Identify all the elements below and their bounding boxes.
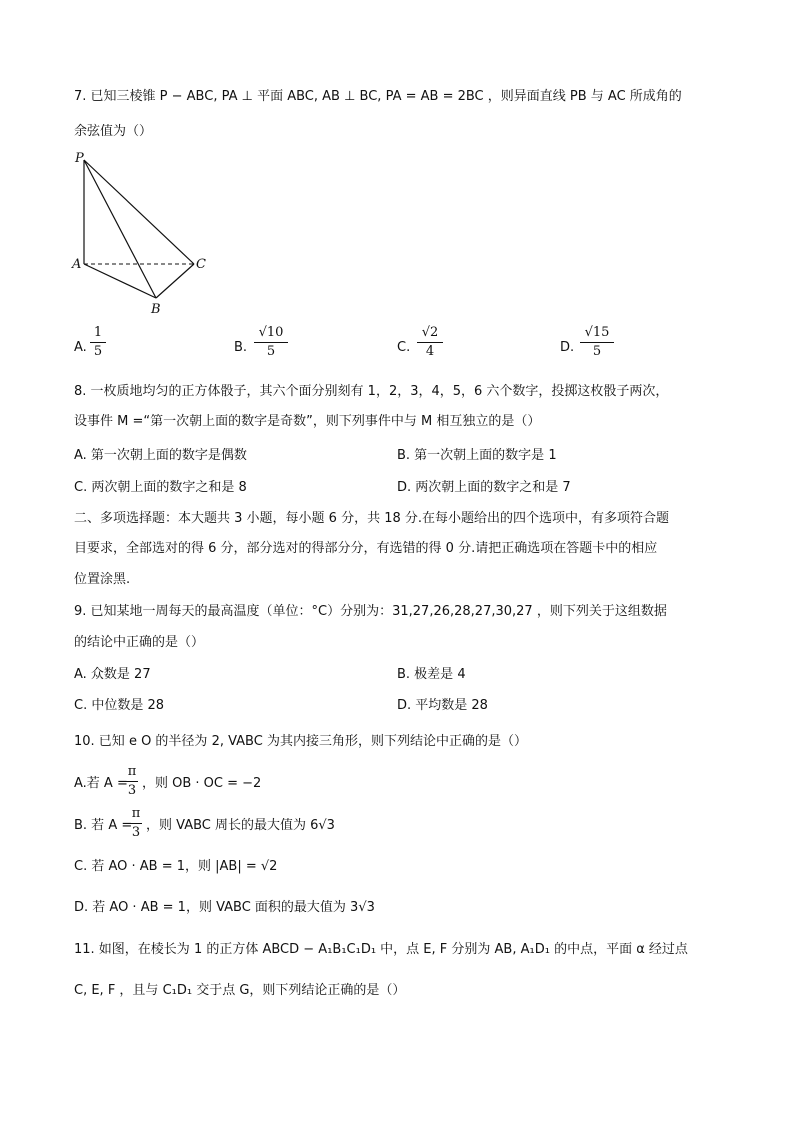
q7-stem-line2: 余弦值为（） (74, 124, 153, 139)
vertex-label-c: C (196, 257, 206, 272)
fraction-numerator: π (127, 764, 137, 779)
q8-option-d[interactable]: D. 两次朝上面的数字之和是 7 (397, 480, 571, 495)
fraction-bar (130, 823, 142, 824)
fraction-denominator: 3 (127, 783, 137, 798)
q7-option-b-letter[interactable]: B. (234, 340, 248, 355)
fraction-numerator: π (131, 806, 141, 821)
q10-option-c[interactable]: C. 若 AO · AB = 1，则 |AB| = √2 (74, 859, 278, 874)
fraction-bar (580, 342, 614, 343)
fraction-numerator: 1 (93, 325, 103, 340)
q8-stem-line1: 8. 一枚质地均匀的正方体骰子，其六个面分别刻有 1，2，3，4，5，6 六个数字，投掷这枚骰子两次， (74, 384, 669, 399)
q8-option-c[interactable]: C. 两次朝上面的数字之和是 8 (74, 480, 247, 495)
q10-option-a-prefix[interactable]: A.若 A = (74, 776, 128, 791)
q8-option-a[interactable]: A. 第一次朝上面的数字是偶数 (74, 448, 247, 463)
section2-instructions-line1: 二、多项选择题：本大题共 3 小题，每小题 6 分，共 18 分.在每小题给出的四个选项中，有多项符合题 (74, 511, 670, 526)
pyramid-figure (68, 148, 218, 318)
fraction-bar (126, 781, 138, 782)
q7-option-c-fraction (417, 325, 443, 360)
fraction-bar (90, 342, 106, 343)
q10-option-b-prefix[interactable]: B. 若 A = (74, 818, 133, 833)
q10-option-b-fraction (130, 806, 142, 841)
q7-option-b-fraction (254, 325, 288, 360)
q10-option-b-suffix: ，则 VABC 周长的最大值为 6√3 (146, 818, 335, 833)
fraction-denominator: 5 (266, 344, 276, 359)
q9-stem-line1: 9. 已知某地一周每天的最高温度（单位：°C）分别为：31,27,26,28,27,30,27 ，则下列关于这组数据 (74, 604, 667, 619)
section2-instructions-line2: 目要求，全部选对的得 6 分，部分选对的得部分分，有选错的得 0 分.请把正确选项在答题卡中的相应 (74, 541, 658, 556)
section2-instructions-line3: 位置涂黑. (74, 572, 131, 587)
q7-option-a-letter[interactable]: A. (74, 340, 87, 355)
fraction-bar (417, 342, 443, 343)
q9-option-c[interactable]: C. 中位数是 28 (74, 698, 165, 713)
q10-stem: 10. 已知 e O 的半径为 2, VABC 为其内接三角形，则下列结论中正确的是（） (74, 734, 527, 749)
vertex-label-p: P (75, 151, 84, 166)
q9-stem-line2: 的结论中正确的是（） (74, 635, 205, 650)
q8-option-b[interactable]: B. 第一次朝上面的数字是 1 (397, 448, 557, 463)
vertex-label-b: B (151, 302, 161, 317)
q10-option-a-fraction (126, 764, 138, 799)
q9-option-a[interactable]: A. 众数是 27 (74, 667, 151, 682)
vertex-label-a: A (72, 257, 82, 272)
fraction-numerator: √2 (421, 325, 439, 340)
fraction-denominator: 4 (425, 344, 435, 359)
q10-option-d[interactable]: D. 若 AO · AB = 1，则 VABC 面积的最大值为 3√3 (74, 900, 375, 915)
q7-option-c-letter[interactable]: C. (397, 340, 411, 355)
fraction-numerator: √10 (258, 325, 284, 340)
fraction-denominator: 5 (93, 344, 103, 359)
q7-option-a-fraction (90, 325, 106, 360)
q9-option-d[interactable]: D. 平均数是 28 (397, 698, 488, 713)
q10-option-a-suffix: ，则 OB · OC = −2 (142, 776, 262, 791)
q7-option-d-letter[interactable]: D. (560, 340, 575, 355)
fraction-bar (254, 342, 288, 343)
q8-stem-line2: 设事件 M =“第一次朝上面的数字是奇数”，则下列事件中与 M 相互独立的是（） (74, 414, 541, 429)
q9-option-b[interactable]: B. 极差是 4 (397, 667, 466, 682)
fraction-denominator: 5 (592, 344, 602, 359)
q11-stem-line2: C, E, F ，且与 C₁D₁ 交于点 G，则下列结论正确的是（） (74, 983, 406, 998)
q7-stem-line1: 7. 已知三棱锥 P − ABC, PA ⊥ 平面 ABC, AB ⊥ BC, PA = AB = 2BC ，则异面直线 PB 与 AC 所成角的 (74, 89, 682, 104)
fraction-numerator: √15 (584, 325, 610, 340)
q7-option-d-fraction (580, 325, 614, 360)
fraction-denominator: 3 (131, 825, 141, 840)
q11-stem-line1: 11. 如图，在棱长为 1 的正方体 ABCD − A₁B₁C₁D₁ 中，点 E, F 分别为 AB, A₁D₁ 的中点，平面 α 经过点 (74, 942, 688, 957)
